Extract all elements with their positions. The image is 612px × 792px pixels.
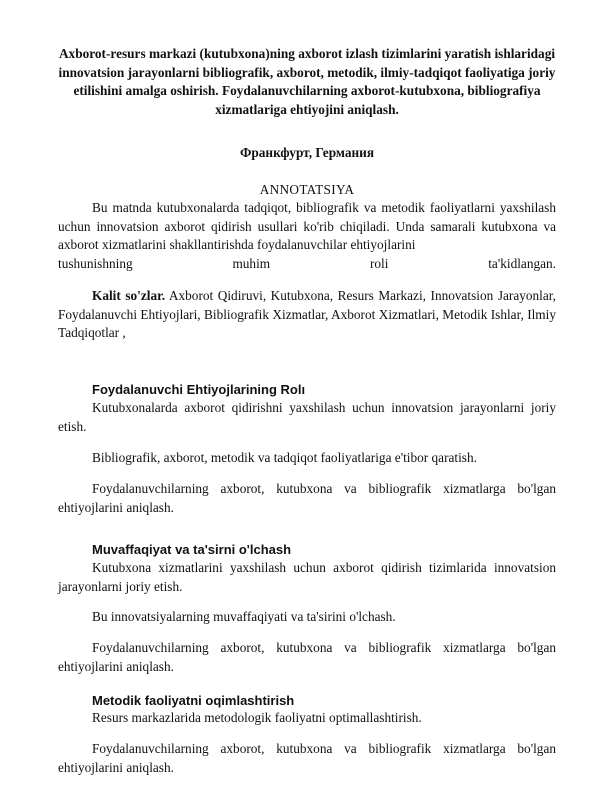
section2-paragraph-1: Kutubxona xizmatlarini yaxshilash uchun axborot qidirish tizimlarida innovatsion jarayonlarni joriy etish. — [58, 560, 556, 594]
annotation-heading: ANNOTATSIYA — [259, 182, 355, 197]
annotation-paragraph — [58, 199, 556, 273]
annotation-body-main: Bu matnda kutubxonalarda tadqiqot, bibliografik va metodik faoliyatlarni yaxshilash uchun innovatsion axborot qidirish usullari ko'rib chiqiladi. Unda samarali kutubxona va axborot xizmatlarini shakllantirishda foydalanuvchilar ehtiyojlarini — [58, 200, 556, 253]
section2-paragraph-2: Bu innovatsiyalarning muvaffaqiyati va ta'sirini o'lchash. — [92, 609, 396, 624]
document-title: Axborot-resurs markazi (kutubxona)ning axborot izlash tizimlarini yaratish ishlaridagi innovatsion jarayonlarni bibliografik, axborot, metodik, ilmiy-tadqiqot faoliyatiga joriy etilishini amalga oshirish. Foydalanuvchilarning axborot-kutubxona, bibliografiya xizmatlariga ehtiyojini aniqlash. — [58, 46, 556, 117]
section3-paragraph-2: Foydalanuvchilarning axborot, kutubxona va bibliografik xizmatlarga bo'lgan ehtiyojlarini aniqlash. — [58, 741, 556, 775]
section2-paragraph-3: Foydalanuvchilarning axborot, kutubxona va bibliografik xizmatlarga bo'lgan ehtiyojlarini aniqlash. — [58, 640, 556, 674]
keywords-text: Axborot Qidiruvi, Kutubxona, Resurs Markazi, Innovatsion Jarayonlar, Foydalanuvchi Ehtiyojlari, Bibliografik Xizmatlar, Axborot Xizmatlari, Metodik Ishlar, Ilmiy Tadqiqotlar , — [58, 288, 556, 341]
keywords-label: Kalit so'zlar. — [92, 288, 166, 303]
annotation-body-last: tushunishning muhim roli ta'kidlangan. — [58, 255, 556, 271]
section3-paragraph-1: Resurs markazlarida metodologik faoliyatni optimallashtirish. — [92, 710, 422, 725]
document-location: Франкфурт, Германия — [239, 145, 375, 160]
section-heading-user-needs: Foydalanuvchi Ehtiyojlarining Rolı — [92, 382, 306, 397]
section1-paragraph-3: Foydalanuvchilarning axborot, kutubxona va bibliografik xizmatlarga bo'lgan ehtiyojlarini aniqlash. — [58, 481, 556, 515]
section1-paragraph-2: Bibliografik, axborot, metodik va tadqiqot faoliyatlariga e'tibor qaratish. — [92, 450, 477, 465]
section1-paragraph-1: Kutubxonalarda axborot qidirishni yaxshilash uchun innovatsion jarayonlarni joriy etish. — [58, 400, 556, 434]
section-heading-methodical-activity: Metodik faoliyatni oqimlashtirish — [92, 693, 295, 708]
keywords-paragraph — [58, 287, 556, 343]
section-heading-success-impact: Muvaffaqiyat va ta'sirni o'lchash — [92, 542, 292, 557]
